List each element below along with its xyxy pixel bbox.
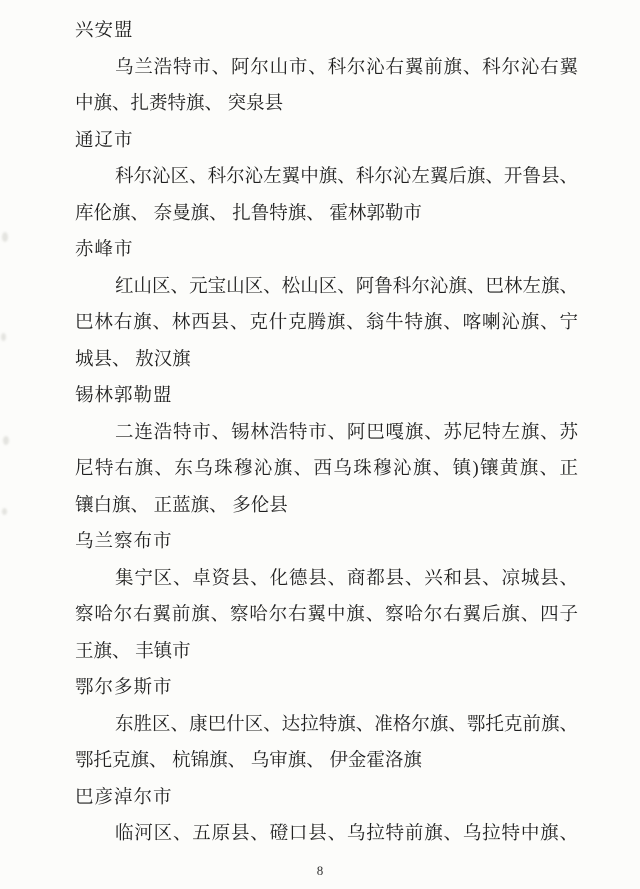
text-line: 尼特右旗、东乌珠穆沁旗、西乌珠穆沁旗、镇)镶黄旗、正	[75, 459, 578, 479]
text-line: 城县、 敖汉旗	[75, 349, 191, 370]
text-line: 红山区、元宝山区、松山区、阿鲁科尔沁旗、巴林左旗、	[115, 276, 578, 297]
text-line: 乌兰浩特市、阿尔山市、科尔沁右翼前旗、科尔沁右翼	[115, 57, 578, 78]
page-number: 8	[316, 863, 324, 878]
section-header: 巴彦淖尔市	[75, 787, 173, 808]
section-header: 兴安盟	[75, 21, 134, 41]
text-line: 东胜区、康巴什区、达拉特旗、准格尔旗、鄂托克前旗、	[115, 714, 578, 735]
scan-artifact	[2, 508, 7, 515]
text-line: 巴林右旗、林西县、克什克腾旗、翁牛特旗、喀喇沁旗、宁	[75, 313, 578, 333]
section-header: 锡林郭勒盟	[75, 386, 173, 406]
text-line: 镶白旗、 正蓝旗、 多伦县	[75, 495, 288, 516]
section-header: 鄂尔多斯市	[75, 678, 173, 698]
section-header: 乌兰察布市	[75, 532, 173, 552]
scan-artifact	[1, 333, 6, 341]
text-line: 科尔沁区、科尔沁左翼中旗、科尔沁左翼后旗、开鲁县、	[115, 167, 578, 187]
scan-artifact	[2, 232, 8, 242]
scan-artifact	[3, 436, 9, 445]
text-line: 察哈尔右翼前旗、察哈尔右翼中旗、察哈尔右翼后旗、四子	[75, 605, 578, 625]
text-line: 临河区、五原县、磴口县、乌拉特前旗、乌拉特中旗、	[115, 824, 578, 844]
section-header: 通辽市	[75, 130, 134, 151]
text-line: 集宁区、卓资县、化德县、商都县、兴和县、凉城县、	[115, 568, 578, 589]
text-line: 库伦旗、 奈曼旗、 扎鲁特旗、 霍林郭勒市	[75, 203, 422, 224]
section-header: 赤峰市	[75, 240, 134, 260]
text-line: 王旗、 丰镇市	[75, 641, 191, 662]
text-line: 鄂托克旗、 杭锦旗、 乌审旗、 伊金霍洛旗	[75, 751, 422, 771]
text-line: 中旗、扎赉特旗、 突泉县	[75, 94, 284, 114]
text-line: 二连浩特市、锡林浩特市、阿巴嘎旗、苏尼特左旗、苏	[115, 422, 578, 443]
